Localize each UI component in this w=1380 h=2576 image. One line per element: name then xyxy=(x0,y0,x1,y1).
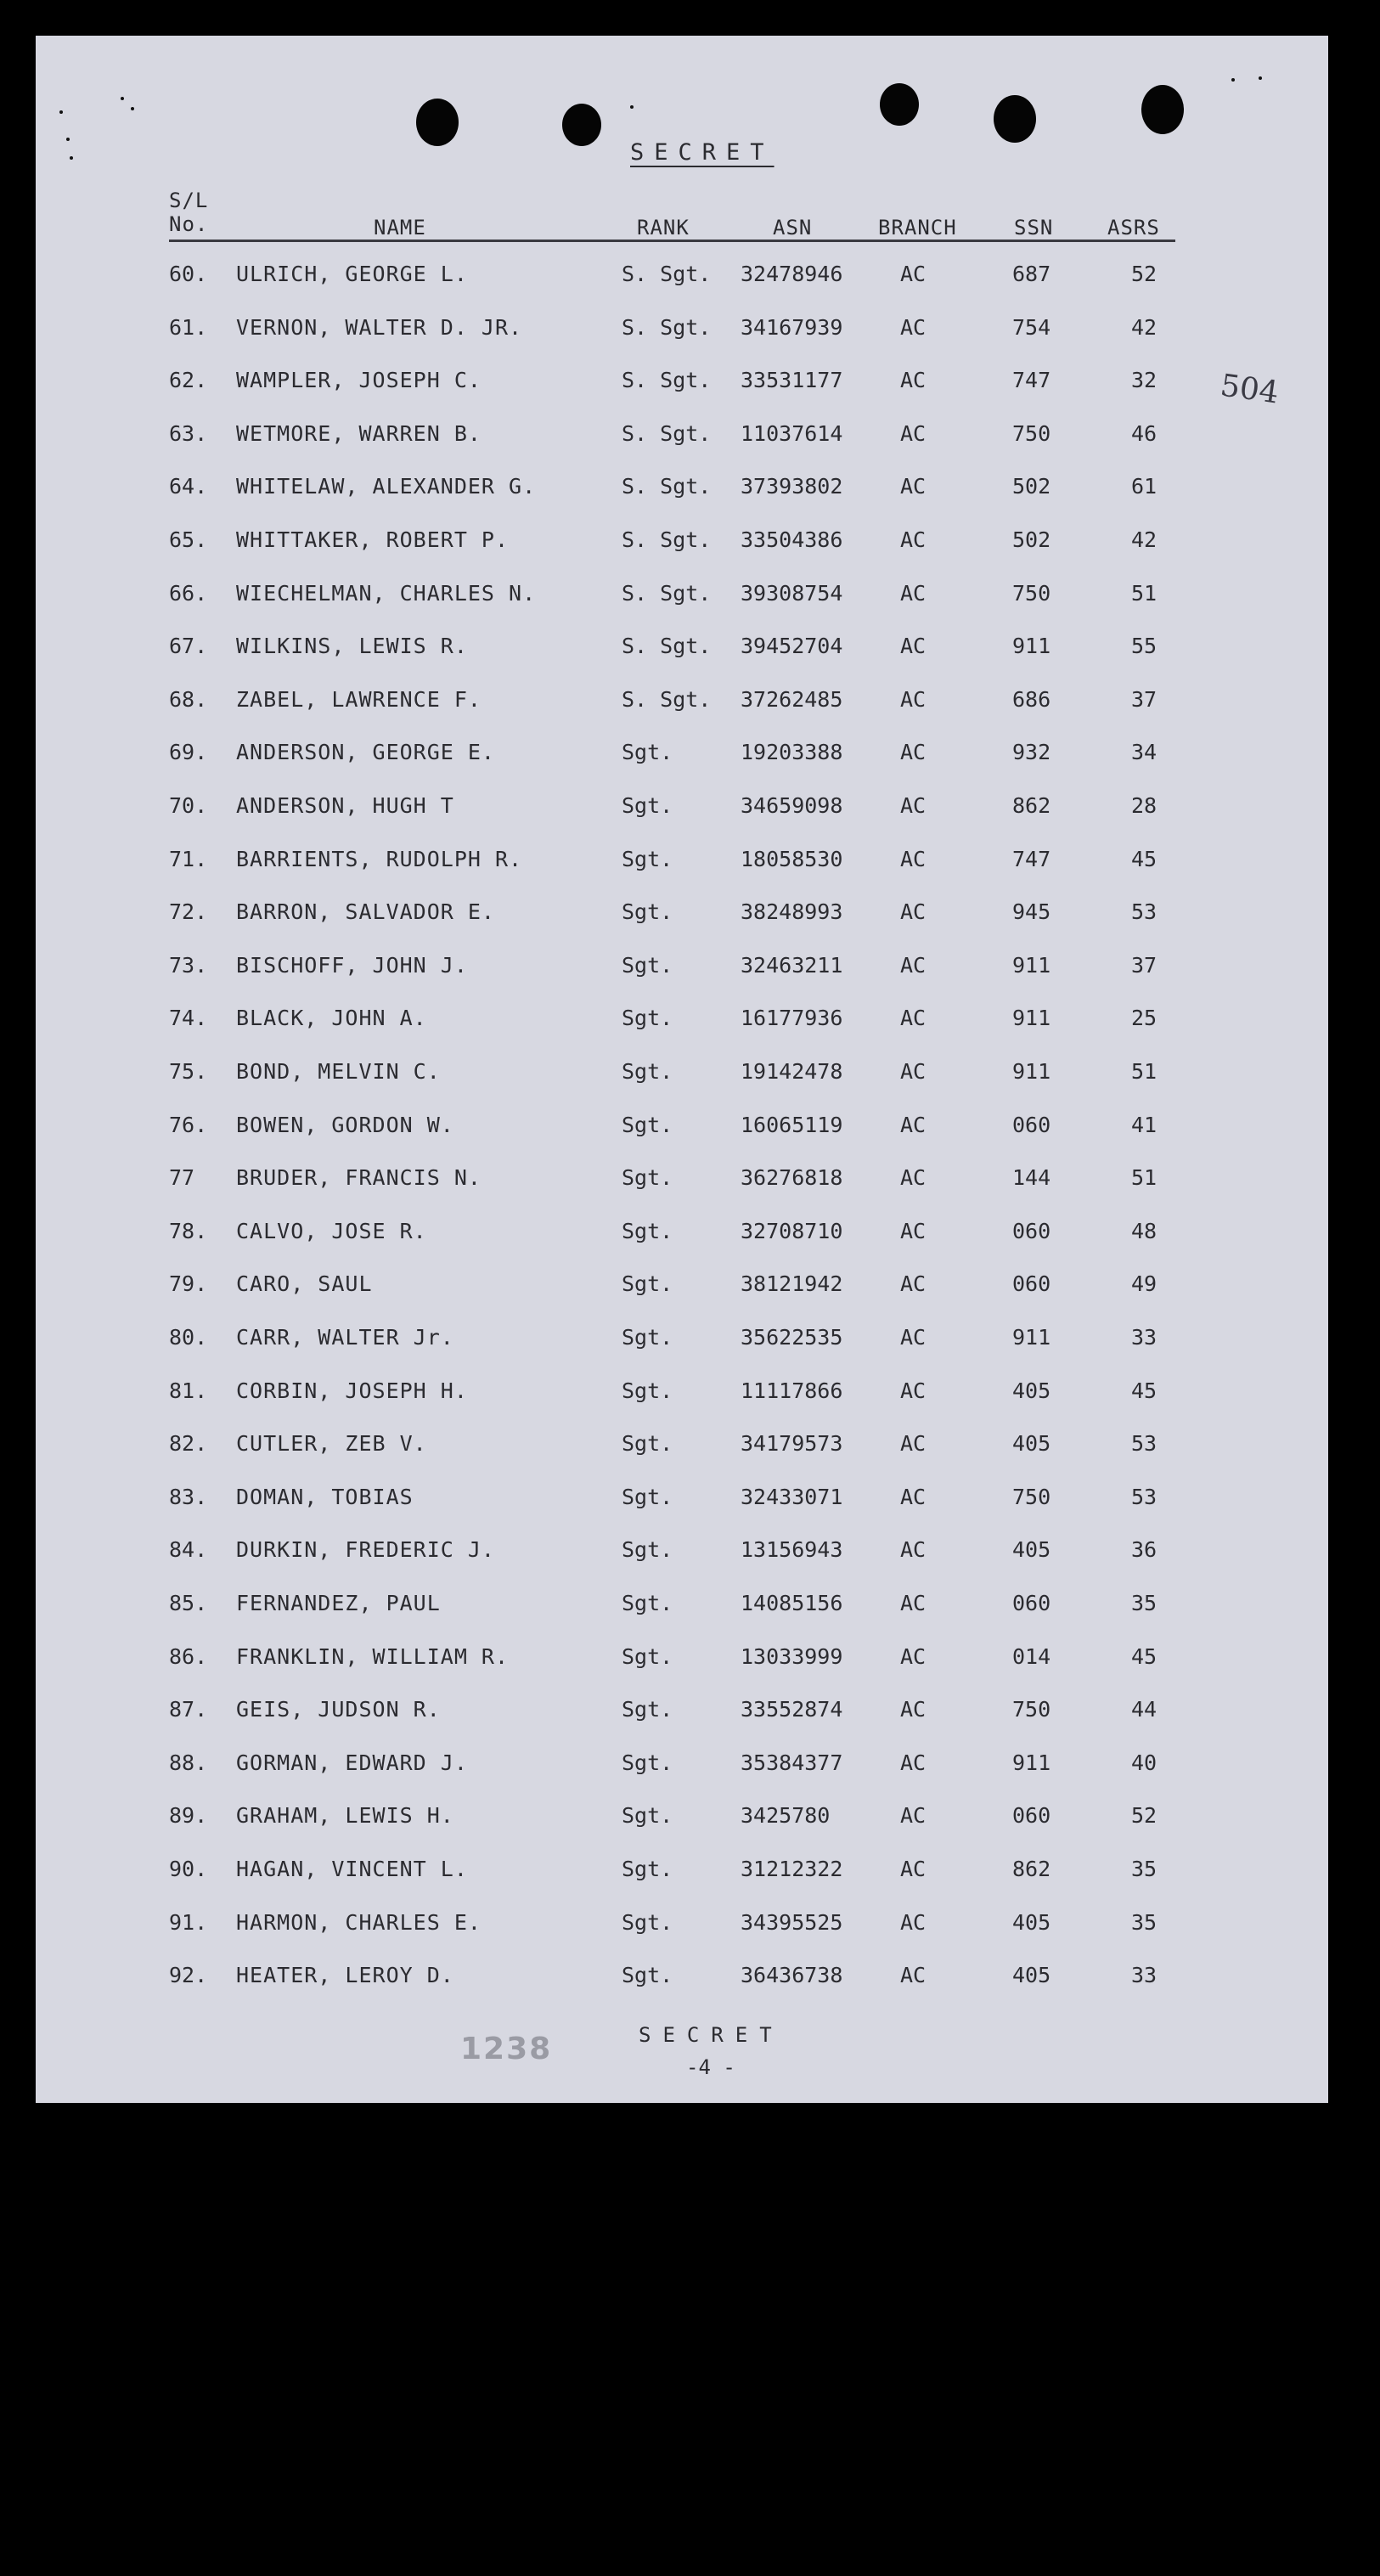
table-row xyxy=(36,368,1328,419)
row-number: 89. xyxy=(169,1803,208,1829)
column-header-name: NAME xyxy=(374,216,426,240)
table-row xyxy=(36,687,1328,738)
document-page xyxy=(36,36,1328,2103)
row-branch: AC xyxy=(900,262,927,286)
row-rank: Sgt. xyxy=(622,1165,673,1191)
row-number: 80. xyxy=(169,1325,208,1350)
row-asn: 38248993 xyxy=(741,899,843,925)
row-name: GRAHAM, LEWIS H. xyxy=(236,1803,454,1829)
row-ssn: 405 xyxy=(1012,1909,1051,1935)
row-ssn: 911 xyxy=(1012,1325,1051,1350)
row-ssn: 911 xyxy=(1012,1006,1051,1031)
row-number: 81. xyxy=(169,1378,208,1403)
column-header-asn: ASN xyxy=(773,216,813,240)
paper-speck xyxy=(121,97,124,100)
row-rank: Sgt. xyxy=(622,1378,673,1403)
row-asrs: 35 xyxy=(1131,1591,1158,1615)
row-number: 69. xyxy=(169,740,208,765)
row-number: 79. xyxy=(169,1271,208,1297)
table-row xyxy=(36,1485,1328,1536)
row-name: VERNON, WALTER D. JR. xyxy=(236,314,523,340)
paper-speck xyxy=(131,107,134,110)
row-asrs: 52 xyxy=(1131,1803,1158,1829)
row-branch: AC xyxy=(900,740,927,765)
row-number: 67. xyxy=(169,634,208,659)
row-number: 65. xyxy=(169,527,208,552)
row-ssn: 747 xyxy=(1012,846,1051,871)
row-asn: 19203388 xyxy=(741,740,843,765)
row-name: FRANKLIN, WILLIAM R. xyxy=(236,1643,510,1669)
table-row xyxy=(36,899,1328,950)
row-ssn: 911 xyxy=(1012,952,1051,978)
row-rank: Sgt. xyxy=(622,1006,673,1031)
row-rank: Sgt. xyxy=(622,1909,673,1935)
row-number: 64. xyxy=(169,474,208,499)
row-name: WHITTAKER, ROBERT P. xyxy=(236,527,510,552)
row-branch: AC xyxy=(900,634,927,659)
row-ssn: 405 xyxy=(1012,1378,1051,1403)
row-rank: S. Sgt. xyxy=(622,314,712,340)
row-asn: 11037614 xyxy=(741,420,843,446)
table-row xyxy=(36,1803,1328,1854)
row-rank: S. Sgt. xyxy=(622,368,712,393)
row-name: BRUDER, FRANCIS N. xyxy=(236,1165,482,1191)
row-branch: AC xyxy=(900,420,927,446)
punch-hole xyxy=(994,95,1036,143)
row-number: 62. xyxy=(169,368,208,393)
table-row xyxy=(36,1644,1328,1695)
row-ssn: 686 xyxy=(1012,686,1051,712)
paper-speck xyxy=(630,105,634,109)
row-branch: AC xyxy=(900,1112,927,1137)
table-row xyxy=(36,1431,1328,1482)
row-asn: 16177936 xyxy=(741,1006,843,1031)
punch-hole xyxy=(1141,85,1184,134)
row-ssn: 754 xyxy=(1012,314,1051,340)
table-row xyxy=(36,634,1328,685)
row-asrs: 34 xyxy=(1131,740,1158,765)
row-name: ANDERSON, GEORGE E. xyxy=(236,740,495,765)
row-name: BARRIENTS, RUDOLPH R. xyxy=(236,846,523,871)
row-asrs: 37 xyxy=(1131,686,1158,712)
row-asrs: 46 xyxy=(1131,420,1158,446)
margin-page-number: 504 xyxy=(1218,368,1281,411)
row-rank: Sgt. xyxy=(622,1059,673,1084)
row-asn: 33552874 xyxy=(741,1697,843,1722)
row-branch: AC xyxy=(900,899,927,925)
row-asn: 39308754 xyxy=(741,580,843,606)
row-number: 68. xyxy=(169,686,208,712)
row-asrs: 32 xyxy=(1131,368,1158,393)
row-number: 90. xyxy=(169,1857,208,1881)
row-name: BARRON, SALVADOR E. xyxy=(236,899,495,925)
row-name: GEIS, JUDSON R. xyxy=(236,1697,441,1722)
row-number: 82. xyxy=(169,1431,208,1457)
row-ssn: 060 xyxy=(1012,1803,1051,1829)
row-rank: Sgt. xyxy=(622,1591,673,1615)
row-ssn: 405 xyxy=(1012,1963,1051,1988)
row-rank: Sgt. xyxy=(622,1750,673,1775)
row-rank: Sgt. xyxy=(622,793,673,818)
row-ssn: 060 xyxy=(1012,1218,1051,1243)
page-number: -4 - xyxy=(686,2055,735,2079)
paper-speck xyxy=(59,110,63,114)
row-asrs: 40 xyxy=(1131,1750,1158,1775)
row-asrs: 44 xyxy=(1131,1697,1158,1722)
row-ssn: 750 xyxy=(1012,580,1051,606)
row-ssn: 060 xyxy=(1012,1112,1051,1137)
table-row xyxy=(36,1325,1328,1376)
row-name: CORBIN, JOSEPH H. xyxy=(236,1378,468,1403)
row-asn: 19142478 xyxy=(741,1059,843,1084)
row-rank: Sgt. xyxy=(622,1963,673,1988)
row-name: CUTLER, ZEB V. xyxy=(236,1431,427,1457)
row-name: FERNANDEZ, PAUL xyxy=(236,1591,441,1615)
row-name: DURKIN, FREDERIC J. xyxy=(236,1537,495,1563)
row-ssn: 060 xyxy=(1012,1271,1051,1297)
row-asrs: 35 xyxy=(1131,1857,1158,1881)
table-row xyxy=(36,527,1328,578)
row-branch: AC xyxy=(900,1218,927,1243)
row-branch: AC xyxy=(900,1378,927,1403)
row-branch: AC xyxy=(900,1750,927,1775)
row-number: 84. xyxy=(169,1537,208,1563)
row-rank: Sgt. xyxy=(622,899,673,925)
row-branch: AC xyxy=(900,1325,927,1350)
row-ssn: 750 xyxy=(1012,1484,1051,1509)
row-asn: 32478946 xyxy=(741,262,843,286)
table-row xyxy=(36,1857,1328,1908)
table-row xyxy=(36,1165,1328,1216)
row-branch: AC xyxy=(900,1059,927,1084)
row-rank: Sgt. xyxy=(622,1431,673,1457)
row-ssn: 932 xyxy=(1012,740,1051,765)
row-number: 87. xyxy=(169,1697,208,1722)
row-branch: AC xyxy=(900,1537,927,1563)
row-number: 77 xyxy=(169,1165,195,1191)
table-row xyxy=(36,315,1328,366)
table-row xyxy=(36,1591,1328,1642)
table-row xyxy=(36,953,1328,1004)
row-rank: Sgt. xyxy=(622,740,673,765)
row-asrs: 33 xyxy=(1131,1963,1158,1988)
row-name: HAGAN, VINCENT L. xyxy=(236,1857,468,1881)
row-rank: Sgt. xyxy=(622,1112,673,1137)
table-row xyxy=(36,740,1328,791)
column-header-sl xyxy=(169,189,208,236)
row-ssn: 687 xyxy=(1012,262,1051,286)
row-asrs: 41 xyxy=(1131,1112,1158,1137)
row-asn: 13156943 xyxy=(741,1537,843,1563)
row-branch: AC xyxy=(900,1909,927,1935)
row-name: BLACK, JOHN A. xyxy=(236,1006,427,1031)
row-branch: AC xyxy=(900,793,927,818)
row-number: 70. xyxy=(169,793,208,818)
row-ssn: 945 xyxy=(1012,899,1051,925)
row-rank: Sgt. xyxy=(622,1643,673,1669)
row-asn: 18058530 xyxy=(741,846,843,871)
paper-speck xyxy=(1259,76,1262,80)
row-rank: Sgt. xyxy=(622,1803,673,1829)
row-asn: 35622535 xyxy=(741,1325,843,1350)
row-asrs: 42 xyxy=(1131,314,1158,340)
row-rank: Sgt. xyxy=(622,1697,673,1722)
column-header-asrs: ASRS xyxy=(1107,216,1160,240)
table-row xyxy=(36,1006,1328,1057)
row-asrs: 49 xyxy=(1131,1271,1158,1297)
row-asn: 34659098 xyxy=(741,793,843,818)
row-asrs: 37 xyxy=(1131,952,1158,978)
table-row xyxy=(36,793,1328,844)
row-asn: 32708710 xyxy=(741,1218,843,1243)
row-rank: Sgt. xyxy=(622,846,673,871)
row-asn: 32463211 xyxy=(741,952,843,978)
table-row xyxy=(36,474,1328,525)
row-number: 73. xyxy=(169,952,208,978)
row-asn: 36436738 xyxy=(741,1963,843,1988)
row-ssn: 750 xyxy=(1012,420,1051,446)
row-ssn: 502 xyxy=(1012,527,1051,552)
row-number: 88. xyxy=(169,1750,208,1775)
row-number: 83. xyxy=(169,1484,208,1509)
row-branch: AC xyxy=(900,846,927,871)
table-row xyxy=(36,1378,1328,1429)
punch-hole xyxy=(880,83,919,126)
row-ssn: 862 xyxy=(1012,793,1051,818)
row-asn: 34179573 xyxy=(741,1431,843,1457)
table-row xyxy=(36,262,1328,313)
row-branch: AC xyxy=(900,1271,927,1297)
row-branch: AC xyxy=(900,1803,927,1829)
row-number: 60. xyxy=(169,262,208,286)
row-rank: Sgt. xyxy=(622,1857,673,1881)
row-number: 75. xyxy=(169,1059,208,1084)
row-rank: Sgt. xyxy=(622,1484,673,1509)
table-row xyxy=(36,1537,1328,1588)
row-asrs: 53 xyxy=(1131,1484,1158,1509)
column-header-rank: RANK xyxy=(637,216,690,240)
row-number: 78. xyxy=(169,1218,208,1243)
paper-speck xyxy=(70,156,73,160)
row-asrs: 45 xyxy=(1131,1378,1158,1403)
row-name: BOND, MELVIN C. xyxy=(236,1059,441,1084)
row-name: BOWEN, GORDON W. xyxy=(236,1112,454,1137)
row-asn: 33531177 xyxy=(741,368,843,393)
row-name: CARO, SAUL xyxy=(236,1271,373,1297)
row-number: 72. xyxy=(169,899,208,925)
row-asn: 11117866 xyxy=(741,1378,843,1403)
row-asrs: 51 xyxy=(1131,1059,1158,1084)
row-asrs: 51 xyxy=(1131,580,1158,606)
row-branch: AC xyxy=(900,314,927,340)
row-rank: Sgt. xyxy=(622,1325,673,1350)
row-name: HARMON, CHARLES E. xyxy=(236,1909,482,1935)
row-number: 61. xyxy=(169,314,208,340)
row-asn: 14085156 xyxy=(741,1591,843,1615)
table-row xyxy=(36,581,1328,632)
table-row xyxy=(36,1271,1328,1322)
row-asrs: 28 xyxy=(1131,793,1158,818)
row-asn: 33504386 xyxy=(741,527,843,552)
row-ssn: 060 xyxy=(1012,1591,1051,1615)
row-asrs: 33 xyxy=(1131,1325,1158,1350)
row-name: CARR, WALTER Jr. xyxy=(236,1325,454,1350)
row-ssn: 014 xyxy=(1012,1643,1051,1669)
row-asrs: 45 xyxy=(1131,1643,1158,1669)
row-number: 74. xyxy=(169,1006,208,1031)
row-branch: AC xyxy=(900,1431,927,1457)
row-ssn: 405 xyxy=(1012,1537,1051,1563)
row-name: WHITELAW, ALEXANDER G. xyxy=(236,474,537,499)
row-rank: S. Sgt. xyxy=(622,420,712,446)
row-asrs: 42 xyxy=(1131,527,1158,552)
row-rank: S. Sgt. xyxy=(622,474,712,499)
table-row xyxy=(36,1059,1328,1110)
row-ssn: 144 xyxy=(1012,1165,1051,1191)
row-rank: Sgt. xyxy=(622,952,673,978)
row-number: 63. xyxy=(169,420,208,446)
row-name: HEATER, LEROY D. xyxy=(236,1963,454,1988)
punch-hole xyxy=(416,99,459,146)
row-ssn: 502 xyxy=(1012,474,1051,499)
row-name: WILKINS, LEWIS R. xyxy=(236,634,468,659)
row-ssn: 862 xyxy=(1012,1857,1051,1881)
row-name: WETMORE, WARREN B. xyxy=(236,420,482,446)
row-asn: 34167939 xyxy=(741,314,843,340)
row-name: ANDERSON, HUGH T xyxy=(236,793,454,818)
table-row xyxy=(36,1219,1328,1270)
row-branch: AC xyxy=(900,527,927,552)
row-rank: Sgt. xyxy=(622,1271,673,1297)
row-ssn: 911 xyxy=(1012,634,1051,659)
row-asrs: 35 xyxy=(1131,1909,1158,1935)
column-header-sl-line1: S/L xyxy=(169,189,209,212)
row-branch: AC xyxy=(900,1963,927,1988)
row-asn: 39452704 xyxy=(741,634,843,659)
row-ssn: 747 xyxy=(1012,368,1051,393)
row-asn: 38121942 xyxy=(741,1271,843,1297)
row-asrs: 52 xyxy=(1131,262,1158,286)
row-name: WIECHELMAN, CHARLES N. xyxy=(236,580,537,606)
row-branch: AC xyxy=(900,1006,927,1031)
row-rank: S. Sgt. xyxy=(622,634,712,659)
row-number: 92. xyxy=(169,1963,208,1988)
table-row xyxy=(36,847,1328,898)
row-rank: S. Sgt. xyxy=(622,262,712,286)
row-number: 71. xyxy=(169,846,208,871)
paper-speck xyxy=(66,138,70,141)
row-name: ULRICH, GEORGE L. xyxy=(236,262,468,286)
row-number: 86. xyxy=(169,1643,208,1669)
row-asrs: 53 xyxy=(1131,899,1158,925)
row-branch: AC xyxy=(900,1697,927,1722)
row-branch: AC xyxy=(900,580,927,606)
row-asrs: 45 xyxy=(1131,846,1158,871)
row-branch: AC xyxy=(900,1484,927,1509)
paper-speck xyxy=(1231,78,1235,82)
row-asrs: 51 xyxy=(1131,1165,1158,1191)
row-branch: AC xyxy=(900,368,927,393)
row-ssn: 911 xyxy=(1012,1059,1051,1084)
column-header-sl-line2: No. xyxy=(169,212,209,236)
row-asn: 37262485 xyxy=(741,686,843,712)
row-asn: 31212322 xyxy=(741,1857,843,1881)
table-row xyxy=(36,1750,1328,1801)
row-asn: 35384377 xyxy=(741,1750,843,1775)
table-row xyxy=(36,1113,1328,1164)
row-rank: S. Sgt. xyxy=(622,686,712,712)
row-branch: AC xyxy=(900,1591,927,1615)
row-asn: 13033999 xyxy=(741,1643,843,1669)
row-asn: 34395525 xyxy=(741,1909,843,1935)
row-number: 76. xyxy=(169,1112,208,1137)
row-branch: AC xyxy=(900,1165,927,1191)
row-ssn: 405 xyxy=(1012,1431,1051,1457)
column-header-ssn: SSN xyxy=(1014,216,1054,240)
row-asn: 3425780 xyxy=(741,1803,831,1829)
row-branch: AC xyxy=(900,686,927,712)
row-asn: 37393802 xyxy=(741,474,843,499)
classification-header: SECRET xyxy=(630,139,774,166)
stamp-number: 1238 xyxy=(460,2032,553,2066)
row-ssn: 750 xyxy=(1012,1697,1051,1722)
row-branch: AC xyxy=(900,952,927,978)
row-rank: S. Sgt. xyxy=(622,580,712,606)
row-asrs: 55 xyxy=(1131,634,1158,659)
row-number: 85. xyxy=(169,1591,208,1615)
row-name: CALVO, JOSE R. xyxy=(236,1218,427,1243)
row-asrs: 25 xyxy=(1131,1006,1158,1031)
row-branch: AC xyxy=(900,1643,927,1669)
row-asn: 32433071 xyxy=(741,1484,843,1509)
row-name: DOMAN, TOBIAS xyxy=(236,1484,414,1509)
row-branch: AC xyxy=(900,1857,927,1881)
row-branch: AC xyxy=(900,474,927,499)
row-number: 66. xyxy=(169,580,208,606)
row-rank: S. Sgt. xyxy=(622,527,712,552)
row-name: GORMAN, EDWARD J. xyxy=(236,1750,468,1775)
header-rule xyxy=(169,240,1175,242)
row-name: BISCHOFF, JOHN J. xyxy=(236,952,468,978)
table-row xyxy=(36,421,1328,472)
table-row xyxy=(36,1963,1328,2014)
row-name: ZABEL, LAWRENCE F. xyxy=(236,686,482,712)
table-row xyxy=(36,1910,1328,1961)
row-asrs: 53 xyxy=(1131,1431,1158,1457)
row-name: WAMPLER, JOSEPH C. xyxy=(236,368,482,393)
row-rank: Sgt. xyxy=(622,1218,673,1243)
row-ssn: 911 xyxy=(1012,1750,1051,1775)
row-asrs: 61 xyxy=(1131,474,1158,499)
classification-footer: SECRET xyxy=(639,2023,784,2047)
row-rank: Sgt. xyxy=(622,1537,673,1563)
row-asrs: 36 xyxy=(1131,1537,1158,1563)
row-number: 91. xyxy=(169,1909,208,1935)
row-asrs: 48 xyxy=(1131,1218,1158,1243)
row-asn: 36276818 xyxy=(741,1165,843,1191)
row-asn: 16065119 xyxy=(741,1112,843,1137)
table-row xyxy=(36,1697,1328,1748)
punch-hole xyxy=(562,104,601,146)
column-header-branch: BRANCH xyxy=(878,216,957,240)
